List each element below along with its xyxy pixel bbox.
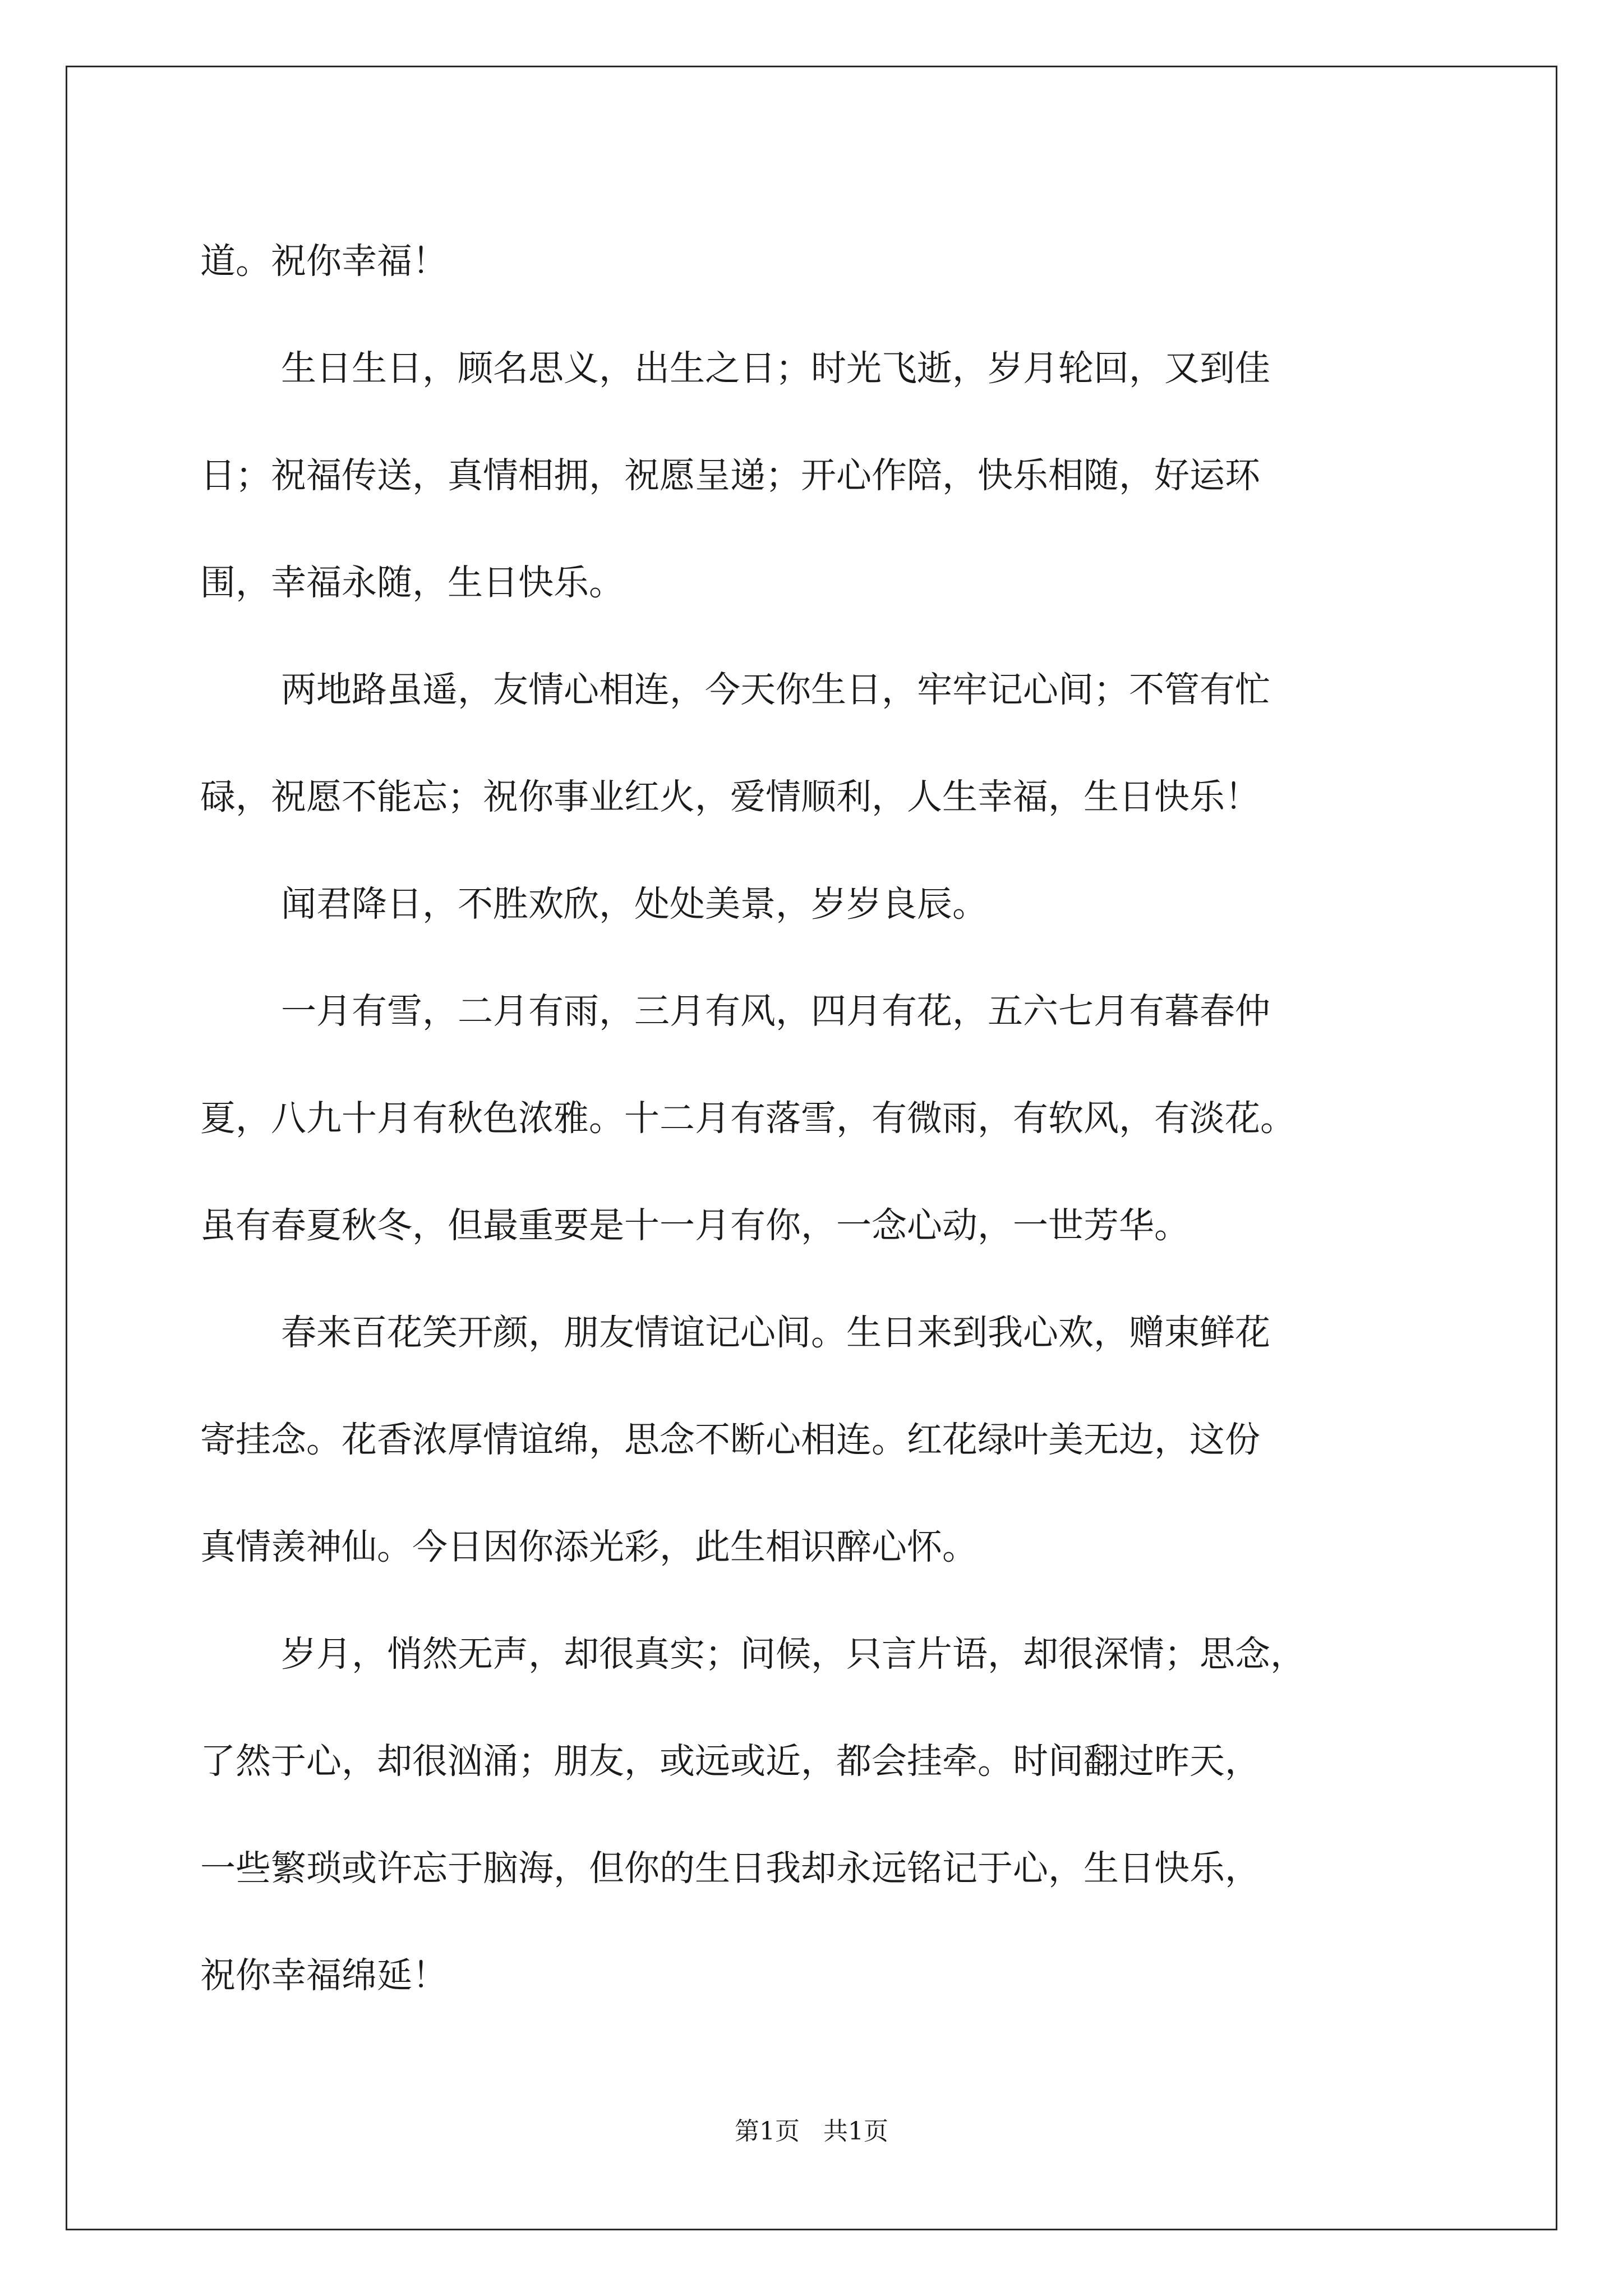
page-footer: [0, 2115, 1623, 2148]
text-line: 闻君降日，不胜欢欣，处处美景，岁岁良辰。: [281, 884, 988, 924]
text-line: 日；祝福传送，真情相拥，祝愿呈递；开心作陪，快乐相随，好运环: [200, 455, 1260, 496]
text-line: 夏，八九十月有秋色浓雅。十二月有落雪，有微雨，有软风，有淡花。: [200, 1098, 1295, 1139]
text-line: 祝你幸福绵延！: [200, 1955, 448, 1996]
document-body: [200, 208, 1423, 2029]
text-line: 虽有春夏秋冬，但最重要是十一月有你，一念心动，一世芳华。: [200, 1205, 1189, 1246]
text-line: 了然于心，却很汹涌；朋友，或远或近，都会挂牵。时间翻过昨天，: [200, 1741, 1260, 1782]
text-line: 真情羡神仙。今日因你添光彩，此生相识醉心怀。: [200, 1526, 978, 1567]
text-line: 两地路虽遥，友情心相连，今天你生日，牢牢记心间；不管有忙: [281, 669, 1270, 710]
text-line: 碌，祝愿不能忘；祝你事业红火，爱情顺利，人生幸福，生日快乐！: [200, 776, 1260, 817]
text-line: 道。祝你幸福！: [200, 241, 448, 282]
page-total: 共1页: [823, 2117, 888, 2146]
text-line: 岁月，悄然无声，却很真实；问候，只言片语，却很深情；思念，: [281, 1634, 1306, 1674]
text-line: 寄挂念。花香浓厚情谊绵，思念不断心相连。红花绿叶美无边，这份: [200, 1419, 1260, 1460]
text-line: 围，幸福永随，生日快乐。: [200, 562, 624, 603]
text-line: 一月有雪，二月有雨，三月有风，四月有花，五六七月有暮春仲: [281, 991, 1270, 1032]
page-number: 第1页: [735, 2117, 800, 2146]
text-line: 春来百花笑开颜，朋友情谊记心间。生日来到我心欢，赠束鲜花: [281, 1312, 1270, 1353]
text-line: 生日生日，顾名思义，出生之日；时光飞逝，岁月轮回，又到佳: [281, 348, 1270, 389]
text-line: 一些繁琐或许忘于脑海，但你的生日我却永远铭记于心，生日快乐，: [200, 1848, 1260, 1889]
